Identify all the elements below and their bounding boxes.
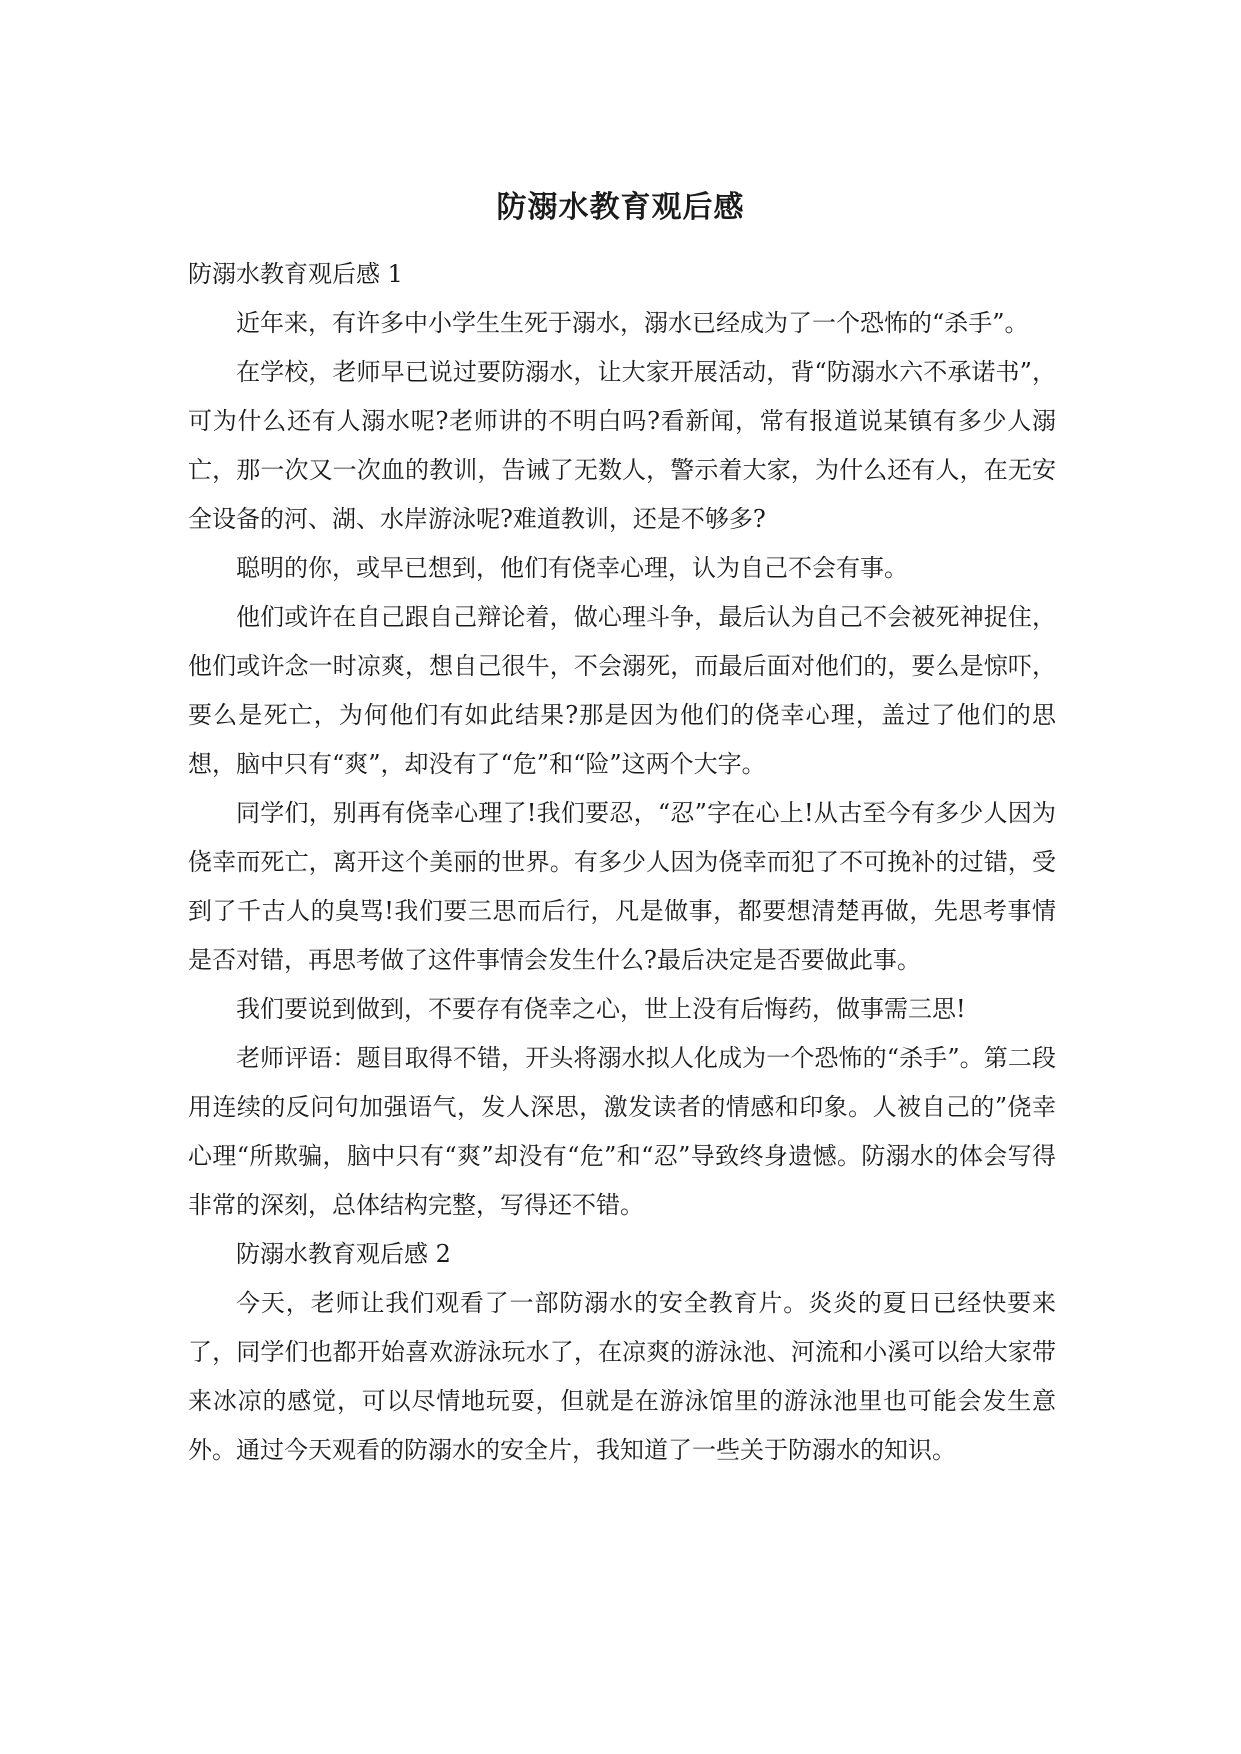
paragraph: 我们要说到做到，不要存有侥幸之心，世上没有后悔药，做事需三思! bbox=[236, 995, 966, 1023]
document-title: 防溺水教育观后感 bbox=[496, 190, 745, 225]
paragraph: 聪明的你，或早已想到，他们有侥幸心理，认为自己不会有事。 bbox=[236, 554, 908, 582]
teacher-comment-paragraph: 老师评语：题目取得不错，开头将溺水拟人化成为一个恐怖的“杀手”。第二段用连续的反问句加强语气，发人深思，激发读者的情感和印象。人被自己的”侥幸心理“所欺骗，脑中只有“爽”却没有“危”和“忍”导致终身遗憾。防溺水的体会写得非常的深刻，总体结构完整，写得还不错。 bbox=[188, 1044, 1056, 1219]
document-body bbox=[188, 250, 1056, 1475]
section-heading: 防溺水教育观后感 1 bbox=[188, 260, 403, 288]
section-heading: 防溺水教育观后感 2 bbox=[236, 1240, 451, 1268]
paragraph: 近年来，有许多中小学生生死于溺水，溺水已经成为了一个恐怖的“杀手”。 bbox=[236, 309, 1029, 337]
paragraph: 他们或许在自己跟自己辩论着，做心理斗争，最后认为自己不会被死神捉住，他们或许念一时凉爽，想自己很牛，不会溺死，而最后面对他们的，要么是惊吓，要么是死亡，为何他们有如此结果?那是因为他们的侥幸心理，盖过了他们的思想，脑中只有“爽”，却没有了“危”和“险”这两个大字。 bbox=[188, 603, 1056, 778]
paragraph: 今天，老师让我们观看了一部防溺水的安全教育片。炎炎的夏日已经快要来了，同学们也都开始喜欢游泳玩水了，在凉爽的游泳池、河流和小溪可以给大家带来冰凉的感觉，可以尽情地玩耍，但就是在游泳馆里的游泳池里也可能会发生意外。通过今天观看的防溺水的安全片，我知道了一些关于防溺水的知识。 bbox=[188, 1289, 1056, 1464]
paragraph: 在学校，老师早已说过要防溺水，让大家开展活动，背“防溺水六不承诺书”，可为什么还有人溺水呢?老师讲的不明白吗?看新闻，常有报道说某镇有多少人溺亡，那一次又一次血的教训，告诫了无数人，警示着大家，为什么还有人，在无安全设备的河、湖、水岸游泳呢?难道教训，还是不够多? bbox=[188, 358, 1056, 533]
paragraph: 同学们，别再有侥幸心理了!我们要忍，“忍”字在心上!从古至今有多少人因为侥幸而死亡，离开这个美丽的世界。有多少人因为侥幸而犯了不可挽补的过错，受到了千古人的臭骂!我们要三思而后行，凡是做事，都要想清楚再做，先思考事情是否对错，再思考做了这件事情会发生什么?最后决定是否要做此事。 bbox=[188, 799, 1056, 974]
